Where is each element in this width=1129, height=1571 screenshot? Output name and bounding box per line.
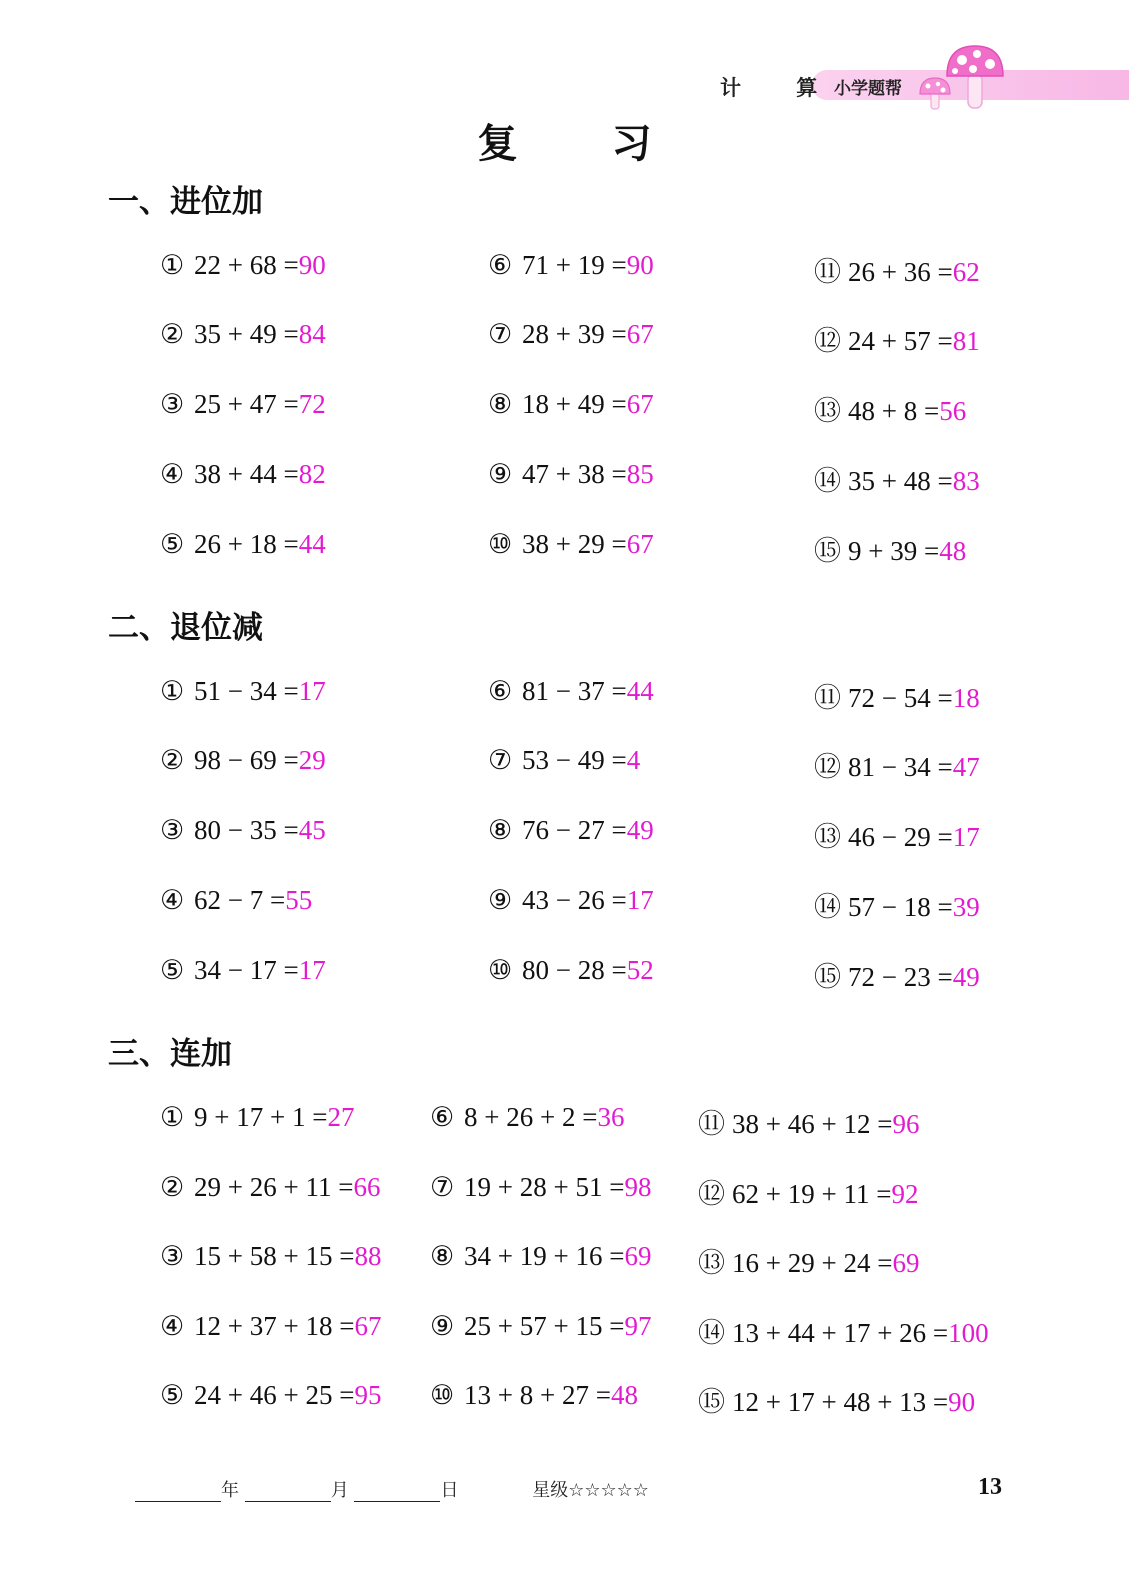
problem-expression: 29 + 26 + 11 = <box>194 1172 354 1202</box>
problem-expression: 62 − 7 = <box>194 885 286 915</box>
page-title: 复 习 <box>477 121 692 167</box>
problem-answer: 36 <box>597 1102 625 1132</box>
problem-number: ① <box>160 676 185 706</box>
problem-item <box>430 1172 651 1203</box>
problem-number: ⑫ <box>814 326 841 356</box>
problem-item <box>430 1102 624 1133</box>
problem-answer: 62 <box>952 257 980 287</box>
problem-answer: 67 <box>626 389 654 419</box>
problem-expression: 80 − 35 = <box>194 815 299 845</box>
problem-item <box>430 1241 651 1272</box>
problem-answer: 17 <box>298 676 326 706</box>
problem-number: ⑦ <box>430 1172 455 1202</box>
problem-expression: 9 + 17 + 1 = <box>194 1102 328 1132</box>
problem-number: ⑨ <box>488 459 513 489</box>
problem-item <box>814 676 980 715</box>
problem-answer: 66 <box>353 1172 381 1202</box>
problem-expression: 46 − 29 = <box>848 822 953 852</box>
problem-answer: 90 <box>948 1387 976 1417</box>
problem-answer: 48 <box>610 1380 638 1410</box>
problem-number: ⑪ <box>698 1109 725 1139</box>
footer-date-rating <box>135 1476 649 1502</box>
problem-item <box>160 529 326 560</box>
rating-label: 星级 <box>532 1480 569 1501</box>
problem-expression: 72 − 54 = <box>848 683 953 713</box>
problem-expression: 38 + 29 = <box>522 529 627 559</box>
problem-answer: 47 <box>952 752 980 782</box>
problem-item <box>160 1311 381 1342</box>
problem-number: ④ <box>160 885 185 915</box>
problem-expression: 72 − 23 = <box>848 962 953 992</box>
problem-number: ⑦ <box>488 745 513 775</box>
section-title-continuous-addition: 三、连加 <box>108 1036 232 1072</box>
problem-item <box>160 1172 380 1203</box>
problem-expression: 16 + 29 + 24 = <box>732 1248 893 1278</box>
problem-expression: 81 − 37 = <box>522 676 627 706</box>
problem-number: ④ <box>160 459 185 489</box>
problem-answer: 82 <box>298 459 326 489</box>
problem-number: ⑨ <box>488 885 513 915</box>
problem-expression: 47 + 38 = <box>522 459 627 489</box>
problem-item <box>814 815 980 854</box>
problem-number: ⑮ <box>698 1387 725 1417</box>
problem-item <box>814 389 966 428</box>
problem-answer: 44 <box>298 529 326 559</box>
problem-answer: 67 <box>354 1311 382 1341</box>
problem-answer: 83 <box>952 466 980 496</box>
problem-item <box>160 250 326 281</box>
problem-expression: 18 + 49 = <box>522 389 627 419</box>
month-blank[interactable] <box>245 1483 331 1502</box>
problem-number: ⑤ <box>160 529 185 559</box>
problem-expression: 38 + 46 + 12 = <box>732 1109 893 1139</box>
problem-number: ⑭ <box>814 466 841 496</box>
problem-expression: 35 + 49 = <box>194 319 299 349</box>
problem-expression: 19 + 28 + 51 = <box>464 1172 625 1202</box>
problem-answer: 84 <box>298 319 326 349</box>
problem-number: ⑮ <box>814 536 841 566</box>
problem-expression: 48 + 8 = <box>848 396 940 426</box>
problem-item <box>698 1102 919 1141</box>
problem-item <box>160 1380 381 1411</box>
problem-item <box>488 250 654 281</box>
problem-answer: 17 <box>626 885 654 915</box>
problem-number: ⑦ <box>488 319 513 349</box>
problem-number: ⑧ <box>430 1241 455 1271</box>
problem-item <box>488 319 654 350</box>
problem-item <box>814 459 980 498</box>
problem-number: ② <box>160 745 185 775</box>
problem-item <box>488 459 654 490</box>
problem-item <box>814 745 980 784</box>
problem-answer: 55 <box>285 885 313 915</box>
day-blank[interactable] <box>354 1483 440 1502</box>
problem-number: ⑤ <box>160 955 185 985</box>
problem-expression: 12 + 37 + 18 = <box>194 1311 355 1341</box>
problem-expression: 34 − 17 = <box>194 955 299 985</box>
section-title-borrow-subtraction: 二、退位减 <box>108 610 263 646</box>
problem-answer: 49 <box>626 815 654 845</box>
problem-number: ⑥ <box>488 250 513 280</box>
problem-number: ⑭ <box>814 892 841 922</box>
page-number: 13 <box>978 1474 1002 1500</box>
problem-answer: 90 <box>626 250 654 280</box>
problem-answer: 17 <box>298 955 326 985</box>
problem-expression: 13 + 44 + 17 + 26 = <box>732 1318 949 1348</box>
problem-number: ⑩ <box>430 1380 455 1410</box>
mushroom-big-icon <box>944 44 1006 110</box>
problem-answer: 69 <box>624 1241 652 1271</box>
problem-answer: 85 <box>626 459 654 489</box>
problem-expression: 8 + 26 + 2 = <box>464 1102 598 1132</box>
problem-number: ⑬ <box>814 822 841 852</box>
problem-expression: 38 + 44 = <box>194 459 299 489</box>
rating-stars[interactable]: ☆☆☆☆☆ <box>568 1480 649 1501</box>
problem-number: ① <box>160 250 185 280</box>
problem-number: ⑧ <box>488 389 513 419</box>
problem-number: ⑧ <box>488 815 513 845</box>
day-label: 日 <box>440 1480 459 1501</box>
problem-expression: 62 + 19 + 11 = <box>732 1179 892 1209</box>
problem-item <box>488 676 654 707</box>
problem-item <box>814 250 980 289</box>
problem-answer: 18 <box>952 683 980 713</box>
problem-answer: 45 <box>298 815 326 845</box>
problem-item <box>698 1241 919 1280</box>
problem-expression: 26 + 36 = <box>848 257 953 287</box>
problem-expression: 28 + 39 = <box>522 319 627 349</box>
problem-expression: 76 − 27 = <box>522 815 627 845</box>
problem-expression: 51 − 34 = <box>194 676 299 706</box>
problem-number: ⑥ <box>488 676 513 706</box>
problem-item <box>488 529 654 560</box>
problem-number: ⑨ <box>430 1311 455 1341</box>
problem-number: ④ <box>160 1311 185 1341</box>
problem-item <box>160 459 326 490</box>
problem-number: ⑤ <box>160 1380 185 1410</box>
problem-number: ③ <box>160 1241 185 1271</box>
problem-number: ⑩ <box>488 529 513 559</box>
problem-answer: 100 <box>948 1318 989 1348</box>
year-blank[interactable] <box>135 1483 221 1502</box>
problem-number: ⑩ <box>488 955 513 985</box>
problem-expression: 13 + 8 + 27 = <box>464 1380 611 1410</box>
problem-answer: 4 <box>626 745 641 775</box>
problem-expression: 26 + 18 = <box>194 529 299 559</box>
brand-name: 小学题帮 <box>834 79 902 99</box>
problem-expression: 24 + 57 = <box>848 326 953 356</box>
problem-answer: 49 <box>952 962 980 992</box>
problem-number: ② <box>160 319 185 349</box>
problem-item <box>698 1172 918 1211</box>
problem-expression: 12 + 17 + 48 + 13 = <box>732 1387 949 1417</box>
problem-expression: 81 − 34 = <box>848 752 953 782</box>
problem-number: ⑪ <box>814 257 841 287</box>
problem-number: ③ <box>160 389 185 419</box>
problem-item <box>814 885 980 924</box>
problem-answer: 48 <box>939 536 967 566</box>
problem-number: ① <box>160 1102 185 1132</box>
problem-expression: 34 + 19 + 16 = <box>464 1241 625 1271</box>
mushroom-small-icon <box>918 76 952 110</box>
problem-item <box>430 1311 651 1342</box>
problem-item <box>160 955 326 986</box>
problem-item <box>698 1311 989 1350</box>
problem-expression: 53 − 49 = <box>522 745 627 775</box>
problem-number: ⑬ <box>814 396 841 426</box>
problem-number: ③ <box>160 815 185 845</box>
problem-expression: 15 + 58 + 15 = <box>194 1241 355 1271</box>
problem-answer: 81 <box>952 326 980 356</box>
problem-answer: 67 <box>626 319 654 349</box>
problem-item <box>814 529 966 568</box>
problem-item <box>160 1102 354 1133</box>
problem-expression: 22 + 68 = <box>194 250 299 280</box>
problem-expression: 35 + 48 = <box>848 466 953 496</box>
problem-answer: 44 <box>626 676 654 706</box>
problem-number: ② <box>160 1172 185 1202</box>
problem-item <box>814 319 980 358</box>
header-subject: 计 算 <box>720 76 842 100</box>
problem-item <box>160 815 326 846</box>
problem-number: ⑪ <box>814 683 841 713</box>
problem-item <box>488 815 654 846</box>
problem-number: ⑬ <box>698 1248 725 1278</box>
problem-item <box>698 1380 975 1419</box>
problem-answer: 98 <box>624 1172 652 1202</box>
problem-item <box>488 389 654 420</box>
section-title-carry-addition: 一、进位加 <box>108 184 263 220</box>
problem-item <box>430 1380 638 1411</box>
problem-answer: 29 <box>298 745 326 775</box>
problem-answer: 90 <box>298 250 326 280</box>
year-label: 年 <box>221 1480 239 1501</box>
problem-expression: 43 − 26 = <box>522 885 627 915</box>
problem-number: ⑫ <box>698 1179 725 1209</box>
problem-expression: 9 + 39 = <box>848 536 940 566</box>
problem-expression: 24 + 46 + 25 = <box>194 1380 355 1410</box>
problem-answer: 92 <box>891 1179 919 1209</box>
problem-expression: 98 − 69 = <box>194 745 299 775</box>
problem-item <box>488 955 654 986</box>
problem-expression: 71 + 19 = <box>522 250 627 280</box>
problem-expression: 80 − 28 = <box>522 955 627 985</box>
problem-answer: 97 <box>624 1311 652 1341</box>
problem-item <box>160 319 326 350</box>
problem-expression: 25 + 57 + 15 = <box>464 1311 625 1341</box>
problem-answer: 88 <box>354 1241 382 1271</box>
problem-expression: 25 + 47 = <box>194 389 299 419</box>
problem-item <box>160 745 326 776</box>
problem-item <box>488 745 640 776</box>
problem-expression: 57 − 18 = <box>848 892 953 922</box>
problem-number: ⑫ <box>814 752 841 782</box>
problem-number: ⑭ <box>698 1318 725 1348</box>
problem-answer: 17 <box>952 822 980 852</box>
problem-item <box>160 885 312 916</box>
problem-answer: 52 <box>626 955 654 985</box>
problem-answer: 56 <box>939 396 967 426</box>
problem-number: ⑥ <box>430 1102 455 1132</box>
problem-item <box>160 389 326 420</box>
problem-answer: 95 <box>354 1380 382 1410</box>
problem-item <box>814 955 980 994</box>
problem-answer: 69 <box>892 1248 920 1278</box>
problem-item <box>160 1241 381 1272</box>
problem-item <box>488 885 654 916</box>
month-label: 月 <box>330 1480 349 1501</box>
problem-answer: 96 <box>892 1109 920 1139</box>
problem-answer: 39 <box>952 892 980 922</box>
problem-answer: 27 <box>327 1102 355 1132</box>
problem-answer: 67 <box>626 529 654 559</box>
problem-number: ⑮ <box>814 962 841 992</box>
problem-answer: 72 <box>298 389 326 419</box>
problem-item <box>160 676 326 707</box>
